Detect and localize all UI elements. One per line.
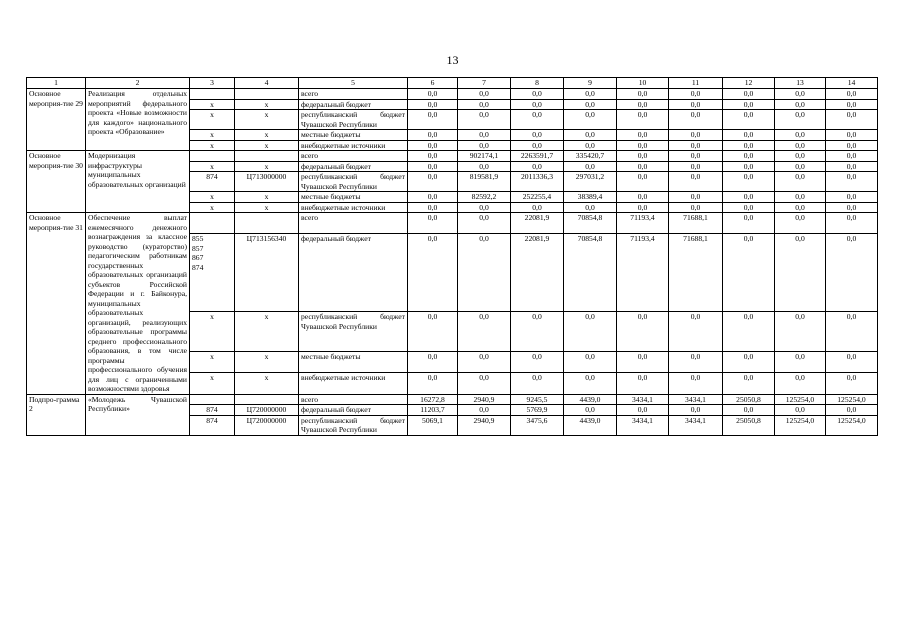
value-cell: 0,0 (458, 373, 511, 394)
target-article-cell (235, 89, 299, 100)
value-cell: 0,0 (511, 99, 564, 110)
event-name-cell: Модернизация инфраструктуры муниципальных образовательных организаций (86, 151, 190, 213)
value-cell: 252255,4 (511, 192, 564, 203)
target-article-cell: Ц713156340 (235, 234, 299, 312)
value-cell: 5069,1 (408, 415, 458, 435)
value-cell: 0,0 (408, 89, 458, 100)
funding-source-cell: всего (299, 151, 408, 162)
value-cell: 0,0 (511, 373, 564, 394)
value-cell: 0,0 (669, 405, 723, 416)
value-cell: 0,0 (617, 202, 669, 213)
value-cell: 0,0 (511, 110, 564, 130)
value-cell: 0,0 (564, 110, 617, 130)
value-cell: 0,0 (617, 140, 669, 151)
target-article-cell: х (235, 312, 299, 352)
budget-code-cell (190, 394, 235, 405)
budget-code-cell: х (190, 373, 235, 394)
event-label-cell: Основное мероприя-тие 30 (27, 151, 86, 213)
value-cell: 0,0 (458, 202, 511, 213)
value-cell: 902174,1 (458, 151, 511, 162)
value-cell: 0,0 (775, 213, 826, 234)
value-cell: 0,0 (617, 405, 669, 416)
value-cell: 0,0 (826, 234, 878, 312)
value-cell: 0,0 (775, 161, 826, 172)
value-cell: 0,0 (564, 99, 617, 110)
column-number-row (27, 78, 878, 89)
value-cell: 0,0 (669, 130, 723, 141)
value-cell: 0,0 (723, 140, 775, 151)
column-number: 5 (299, 78, 408, 89)
value-cell: 0,0 (564, 161, 617, 172)
value-cell: 0,0 (408, 192, 458, 203)
column-number: 2 (86, 78, 190, 89)
value-cell: 125254,0 (775, 394, 826, 405)
value-cell: 0,0 (826, 130, 878, 141)
target-article-cell: х (235, 110, 299, 130)
value-cell: 0,0 (775, 151, 826, 162)
budget-code-cell: 874 (190, 405, 235, 416)
value-cell: 0,0 (564, 312, 617, 352)
value-cell: 0,0 (669, 151, 723, 162)
column-number: 14 (826, 78, 878, 89)
value-cell: 70854,8 (564, 234, 617, 312)
value-cell: 2011336,3 (511, 172, 564, 192)
value-cell: 0,0 (511, 202, 564, 213)
value-cell: 0,0 (458, 312, 511, 352)
value-cell: 0,0 (669, 312, 723, 352)
funding-source-cell: всего (299, 89, 408, 100)
value-cell: 0,0 (458, 405, 511, 416)
column-number: 6 (408, 78, 458, 89)
value-cell: 0,0 (408, 172, 458, 192)
value-cell: 0,0 (669, 99, 723, 110)
funding-source-cell: федеральный бюджет (299, 405, 408, 416)
column-number: 3 (190, 78, 235, 89)
value-cell: 71688,1 (669, 234, 723, 312)
value-cell: 25050,8 (723, 415, 775, 435)
value-cell: 3434,1 (669, 415, 723, 435)
value-cell: 0,0 (669, 192, 723, 203)
value-cell: 0,0 (775, 99, 826, 110)
value-cell: 0,0 (723, 89, 775, 100)
value-cell: 0,0 (564, 373, 617, 394)
target-article-cell: х (235, 140, 299, 151)
value-cell: 0,0 (826, 99, 878, 110)
value-cell: 0,0 (458, 234, 511, 312)
value-cell: 125254,0 (775, 415, 826, 435)
value-cell: 0,0 (617, 89, 669, 100)
value-cell: 0,0 (564, 130, 617, 141)
value-cell: 0,0 (723, 352, 775, 373)
target-article-cell: х (235, 192, 299, 203)
budget-code-cell: 874 (190, 172, 235, 192)
value-cell: 0,0 (458, 161, 511, 172)
value-cell: 0,0 (775, 140, 826, 151)
column-number: 9 (564, 78, 617, 89)
value-cell: 2263591,7 (511, 151, 564, 162)
column-number: 7 (458, 78, 511, 89)
value-cell: 0,0 (617, 99, 669, 110)
value-cell: 11203,7 (408, 405, 458, 416)
table-body (27, 78, 878, 436)
target-article-cell: х (235, 352, 299, 373)
value-cell: 0,0 (826, 161, 878, 172)
value-cell: 0,0 (408, 312, 458, 352)
value-cell: 0,0 (669, 172, 723, 192)
funding-source-cell: федеральный бюджет (299, 161, 408, 172)
value-cell: 819581,9 (458, 172, 511, 192)
value-cell: 82592,2 (458, 192, 511, 203)
value-cell: 0,0 (775, 373, 826, 394)
budget-code-cell: 855 857 867 874 (190, 234, 235, 312)
value-cell: 0,0 (826, 140, 878, 151)
value-cell: 0,0 (723, 213, 775, 234)
value-cell: 0,0 (458, 213, 511, 234)
value-cell: 0,0 (826, 373, 878, 394)
value-cell: 0,0 (775, 312, 826, 352)
value-cell: 0,0 (723, 202, 775, 213)
value-cell: 0,0 (826, 352, 878, 373)
target-article-cell: х (235, 130, 299, 141)
value-cell: 3434,1 (617, 394, 669, 405)
event-label-cell: Основное мероприя-тие 29 (27, 89, 86, 151)
budget-code-cell: 874 (190, 415, 235, 435)
value-cell: 4439,0 (564, 394, 617, 405)
budget-code-cell: х (190, 130, 235, 141)
value-cell: 0,0 (408, 234, 458, 312)
budget-table (26, 77, 878, 436)
value-cell: 0,0 (775, 352, 826, 373)
budget-code-cell: х (190, 202, 235, 213)
value-cell: 0,0 (775, 110, 826, 130)
value-cell: 0,0 (723, 405, 775, 416)
value-cell: 297031,2 (564, 172, 617, 192)
budget-code-cell: х (190, 161, 235, 172)
value-cell: 0,0 (826, 172, 878, 192)
value-cell: 0,0 (511, 89, 564, 100)
value-cell: 4439,0 (564, 415, 617, 435)
column-number: 10 (617, 78, 669, 89)
value-cell: 0,0 (826, 213, 878, 234)
value-cell: 71193,4 (617, 234, 669, 312)
value-cell: 0,0 (723, 151, 775, 162)
value-cell: 125254,0 (826, 415, 878, 435)
funding-source-cell: внебюджетные источники (299, 140, 408, 151)
funding-source-cell: местные бюджеты (299, 192, 408, 203)
value-cell: 0,0 (511, 161, 564, 172)
target-article-cell (235, 213, 299, 234)
target-article-cell: х (235, 202, 299, 213)
value-cell: 5769,9 (511, 405, 564, 416)
funding-source-cell: республиканский бюджет Чувашской Республики (299, 110, 408, 130)
value-cell: 0,0 (408, 151, 458, 162)
value-cell: 70854,8 (564, 213, 617, 234)
funding-source-cell: республиканский бюджет Чувашской Республики (299, 172, 408, 192)
value-cell: 0,0 (564, 352, 617, 373)
value-cell: 0,0 (775, 130, 826, 141)
value-cell: 3434,1 (617, 415, 669, 435)
funding-source-cell: внебюджетные источники (299, 373, 408, 394)
table-row (27, 213, 878, 234)
value-cell: 0,0 (723, 161, 775, 172)
value-cell: 25050,8 (723, 394, 775, 405)
target-article-cell: х (235, 161, 299, 172)
budget-code-cell: х (190, 140, 235, 151)
funding-source-cell: республиканский бюджет Чувашской Республики (299, 415, 408, 435)
event-name-cell: Обеспечение выплат ежемесячного денежного вознаграждения за классное руководство (кураторство) педагогическим работникам государственных образовательных организаций субъектов Российской Федерации и г. Байконура, муниципальных образовательных организаций, реализующих образовательные программы среднего профессионального образования, в том числе программы профессионального обучения для лиц с ограниченными возможностями здоровья (86, 213, 190, 395)
funding-source-cell: всего (299, 213, 408, 234)
value-cell: 0,0 (617, 172, 669, 192)
value-cell: 0,0 (511, 140, 564, 151)
value-cell: 0,0 (458, 140, 511, 151)
value-cell: 0,0 (669, 373, 723, 394)
value-cell: 2940,9 (458, 415, 511, 435)
target-article-cell (235, 394, 299, 405)
event-name-cell: Реализация отдельных мероприятий федерального проекта «Новые возможности для каждого» национального проекта «Образование» (86, 89, 190, 151)
value-cell: 0,0 (617, 312, 669, 352)
value-cell: 335420,7 (564, 151, 617, 162)
value-cell: 16272,8 (408, 394, 458, 405)
table-row (27, 89, 878, 100)
value-cell: 0,0 (408, 352, 458, 373)
budget-code-cell: х (190, 99, 235, 110)
value-cell: 0,0 (826, 151, 878, 162)
value-cell: 0,0 (564, 405, 617, 416)
value-cell: 0,0 (617, 373, 669, 394)
target-article-cell: х (235, 99, 299, 110)
budget-code-cell: х (190, 352, 235, 373)
value-cell: 0,0 (511, 352, 564, 373)
event-label-cell: Основное мероприя-тие 31 (27, 213, 86, 395)
value-cell: 0,0 (458, 89, 511, 100)
value-cell: 0,0 (511, 130, 564, 141)
value-cell: 9245,5 (511, 394, 564, 405)
value-cell: 3475,6 (511, 415, 564, 435)
budget-code-cell: х (190, 312, 235, 352)
value-cell: 0,0 (617, 151, 669, 162)
value-cell: 0,0 (408, 130, 458, 141)
value-cell: 0,0 (723, 373, 775, 394)
funding-source-cell: внебюджетные источники (299, 202, 408, 213)
value-cell: 0,0 (775, 405, 826, 416)
value-cell: 0,0 (669, 202, 723, 213)
value-cell: 38389,4 (564, 192, 617, 203)
value-cell: 0,0 (826, 89, 878, 100)
value-cell: 2940,9 (458, 394, 511, 405)
target-article-cell: Ц720000000 (235, 415, 299, 435)
value-cell: 0,0 (775, 89, 826, 100)
column-number: 11 (669, 78, 723, 89)
value-cell: 3434,1 (669, 394, 723, 405)
target-article-cell: Ц720000000 (235, 405, 299, 416)
value-cell: 0,0 (564, 202, 617, 213)
event-name-cell: «Молодежь Чувашской Республики» (86, 394, 190, 435)
event-label-cell: Подпро-грамма 2 (27, 394, 86, 435)
table-row (27, 151, 878, 162)
value-cell: 0,0 (458, 110, 511, 130)
value-cell: 0,0 (723, 172, 775, 192)
value-cell: 0,0 (408, 202, 458, 213)
value-cell: 0,0 (564, 140, 617, 151)
funding-source-cell: местные бюджеты (299, 130, 408, 141)
column-number: 4 (235, 78, 299, 89)
value-cell: 0,0 (826, 192, 878, 203)
value-cell: 71688,1 (669, 213, 723, 234)
value-cell: 0,0 (617, 110, 669, 130)
budget-code-cell: х (190, 110, 235, 130)
value-cell: 0,0 (723, 130, 775, 141)
value-cell: 0,0 (826, 202, 878, 213)
target-article-cell: х (235, 373, 299, 394)
funding-source-cell: республиканский бюджет Чувашской Республики (299, 312, 408, 352)
column-number: 13 (775, 78, 826, 89)
target-article-cell: Ц713000000 (235, 172, 299, 192)
funding-source-cell: местные бюджеты (299, 352, 408, 373)
budget-code-cell: х (190, 192, 235, 203)
value-cell: 0,0 (826, 405, 878, 416)
funding-source-cell: федеральный бюджет (299, 99, 408, 110)
funding-source-cell: федеральный бюджет (299, 234, 408, 312)
column-number: 1 (27, 78, 86, 89)
table-row (27, 394, 878, 405)
value-cell: 0,0 (408, 161, 458, 172)
value-cell: 22081,9 (511, 213, 564, 234)
column-number: 8 (511, 78, 564, 89)
funding-source-cell: всего (299, 394, 408, 405)
value-cell: 0,0 (669, 110, 723, 130)
value-cell: 0,0 (775, 172, 826, 192)
value-cell: 0,0 (617, 192, 669, 203)
value-cell: 0,0 (669, 352, 723, 373)
value-cell: 0,0 (408, 140, 458, 151)
value-cell: 0,0 (408, 373, 458, 394)
value-cell: 71193,4 (617, 213, 669, 234)
value-cell: 0,0 (669, 140, 723, 151)
value-cell: 125254,0 (826, 394, 878, 405)
budget-code-cell (190, 213, 235, 234)
value-cell: 0,0 (408, 213, 458, 234)
value-cell: 0,0 (723, 99, 775, 110)
value-cell: 0,0 (723, 192, 775, 203)
value-cell: 0,0 (826, 110, 878, 130)
column-number: 12 (723, 78, 775, 89)
page-number: 13 (446, 53, 459, 67)
value-cell: 0,0 (617, 161, 669, 172)
value-cell: 0,0 (458, 99, 511, 110)
value-cell: 0,0 (511, 312, 564, 352)
budget-code-cell (190, 151, 235, 162)
value-cell: 0,0 (617, 352, 669, 373)
value-cell: 22081,9 (511, 234, 564, 312)
value-cell: 0,0 (723, 110, 775, 130)
value-cell: 0,0 (775, 234, 826, 312)
value-cell: 0,0 (564, 89, 617, 100)
value-cell: 0,0 (458, 130, 511, 141)
value-cell: 0,0 (408, 110, 458, 130)
budget-code-cell (190, 89, 235, 100)
value-cell: 0,0 (775, 192, 826, 203)
value-cell: 0,0 (669, 161, 723, 172)
target-article-cell (235, 151, 299, 162)
value-cell: 0,0 (723, 312, 775, 352)
value-cell: 0,0 (775, 202, 826, 213)
value-cell: 0,0 (458, 352, 511, 373)
value-cell: 0,0 (723, 234, 775, 312)
value-cell: 0,0 (669, 89, 723, 100)
value-cell: 0,0 (617, 130, 669, 141)
value-cell: 0,0 (408, 99, 458, 110)
value-cell: 0,0 (826, 312, 878, 352)
